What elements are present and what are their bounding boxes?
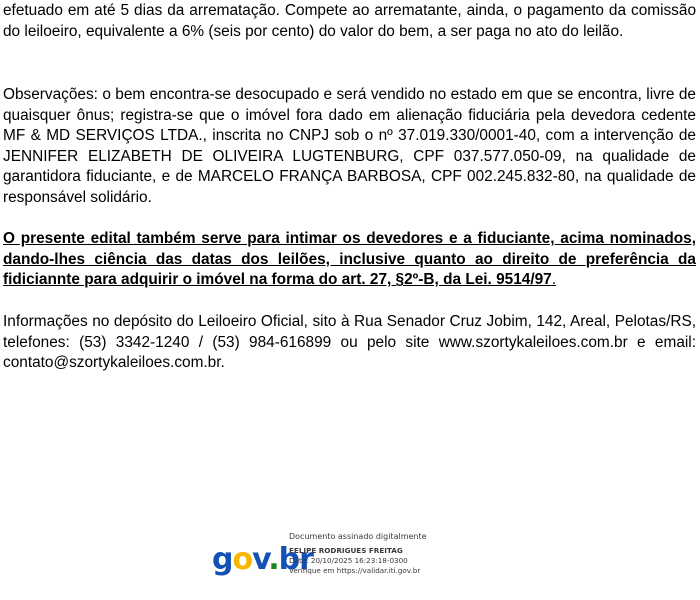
gov-br-logo: gov.br	[212, 542, 313, 577]
paragraph-observations: Observações: o bem encontra-se desocupado e será vendido no estado em que se encontra, livre de quaisquer ônus; registra-se que o imóvel fora dado em alienação fiduciária pela devedora cedente MF & MD SERVIÇOS LTDA., inscrita no CNPJ sob o nº 37.019.330/0001-40, com a intervenção de JENNIFER ELIZABETH DE OLIVEIRA LUGTENBURG, CPF 037.577.050-09, na qualidade de garantidora fiduciante, e de MARCELO FRANÇA BARBOSA, CPF 002.245.832-80, na qualidade de responsável solidário.	[3, 86, 696, 206]
signature-verify-link: Verifique em https://validar.iti.gov.br	[289, 566, 421, 575]
paragraph-notice	[3, 229, 696, 291]
signer-name: FELIPE RODRIGUES FREITAG	[289, 546, 403, 555]
paragraph-payment-terms: efetuado em até 5 dias da arrematação. Compete ao arrematante, ainda, o pagamento da comissão do leiloeiro, equivalente a 6% (seis por cento) do valor do bem, a ser paga no ato do leilão.	[3, 2, 696, 40]
signature-details	[289, 531, 427, 576]
signature-date: Data: 20/10/2025 16:23:18-0300	[289, 556, 408, 565]
digital-signature-stamp	[206, 527, 488, 591]
notice-bold-text: O presente edital também serve para intimar os devedores e a fiduciante, acima nominados, dando-lhes ciência das datas dos leilões, inclusive quanto ao direito de preferência da fidiciannte para adquirir o imóvel na forma do art. 27, §2º-B, da Lei. 9514/97	[3, 230, 696, 289]
paragraph-information: Informações no depósito do Leiloeiro Oficial, sito à Rua Senador Cruz Jobim, 142, Areal, Pelotas/RS, telefones: (53) 3342-1240 / (53) 984-616899 ou pelo site www.szortykaleiloes.com.br e email: contato@szortykaleiloes.com.br.	[3, 313, 696, 372]
signature-heading: Documento assinado digitalmente	[289, 532, 427, 541]
notice-tail: .	[551, 271, 557, 289]
